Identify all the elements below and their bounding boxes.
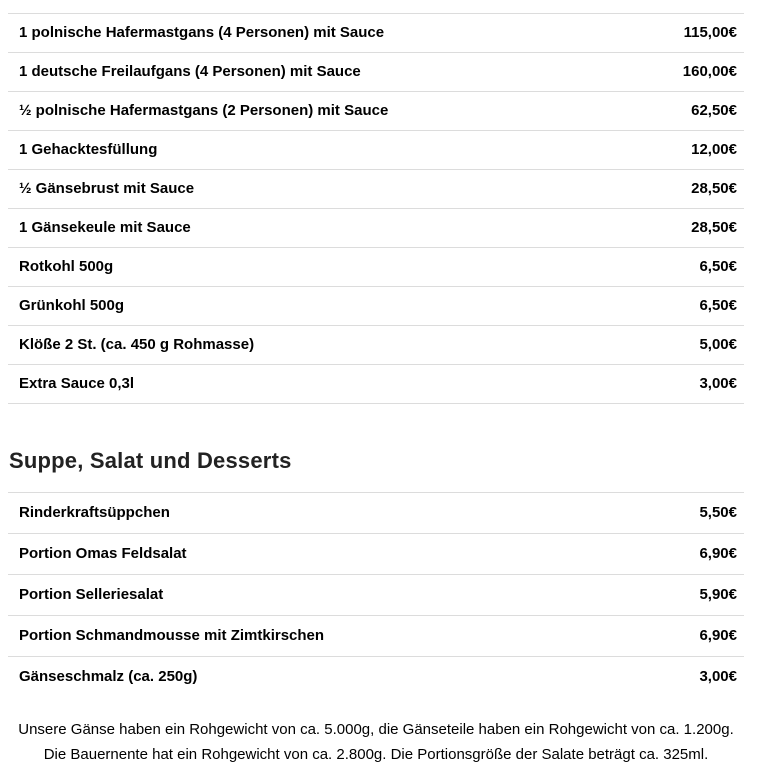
menu-item-row (8, 91, 744, 130)
soup-salad-price-table (8, 492, 744, 697)
menu-item-name: 1 polnische Hafermastgans (4 Personen) mit Sauce (19, 24, 385, 41)
goose-price-table (8, 13, 744, 404)
menu-item-price: 160,00€ (682, 63, 737, 80)
menu-item-row (8, 286, 744, 325)
menu-item-price: 62,50€ (691, 102, 737, 119)
menu-item-price: 28,50€ (691, 180, 737, 197)
menu-item-price: 12,00€ (691, 141, 737, 158)
menu-item-row (8, 208, 744, 247)
menu-item-name: 1 Gehacktesfüllung (19, 141, 158, 158)
menu-item-row (8, 533, 744, 574)
menu-item-row (8, 13, 744, 52)
menu-item-price: 5,00€ (699, 336, 737, 353)
menu-item-price: 3,00€ (699, 375, 737, 392)
menu-item-price: 6,50€ (699, 258, 737, 275)
menu-item-price: 6,50€ (699, 297, 737, 314)
menu-item-row (8, 574, 744, 615)
footer-note (8, 717, 744, 767)
menu-item-row (8, 52, 744, 91)
menu-item-price: 6,90€ (699, 627, 737, 644)
menu-item-price: 5,90€ (699, 586, 737, 603)
section-heading-soup-salad-desserts: Suppe, Salat und Desserts (9, 448, 292, 473)
menu-item-row (8, 130, 744, 169)
menu-item-price: 3,00€ (699, 668, 737, 685)
menu-item-row (8, 615, 744, 656)
menu-item-row (8, 169, 744, 208)
menu-item-name: Grünkohl 500g (19, 297, 125, 314)
menu-item-name: Extra Sauce 0,3l (19, 375, 135, 392)
menu-item-row (8, 492, 744, 533)
menu-item-row (8, 325, 744, 364)
menu-item-name: ½ polnische Hafermastgans (2 Personen) mit Sauce (19, 102, 389, 119)
menu-item-name: Portion Omas Feldsalat (19, 545, 187, 562)
menu-item-name: Klöße 2 St. (ca. 450 g Rohmasse) (19, 336, 255, 353)
menu-item-name: Gänseschmalz (ca. 250g) (19, 668, 198, 685)
menu-item-name: Rotkohl 500g (19, 258, 114, 275)
menu-item-price: 5,50€ (699, 504, 737, 521)
footer-note-line-1: Unsere Gänse haben ein Rohgewicht von ca. 5.000g, die Gänseteile haben ein Rohgewicht von ca. 1.200g. (18, 721, 734, 738)
menu-item-name: 1 deutsche Freilaufgans (4 Personen) mit Sauce (19, 63, 361, 80)
menu-item-price: 115,00€ (683, 24, 737, 41)
menu-item-name: Rinderkraftsüppchen (19, 504, 170, 521)
menu-item-row (8, 247, 744, 286)
menu-item-row (8, 656, 744, 697)
menu-item-price: 28,50€ (691, 219, 737, 236)
menu-item-name: Portion Schmandmousse mit Zimtkirschen (19, 627, 325, 644)
menu-item-name: Portion Selleriesalat (19, 586, 164, 603)
menu-item-price: 6,90€ (699, 545, 737, 562)
menu-item-row (8, 364, 744, 403)
menu-item-name: ½ Gänsebrust mit Sauce (19, 180, 195, 197)
menu-item-name: 1 Gänsekeule mit Sauce (19, 219, 191, 236)
footer-note-line-2: Die Bauernente hat ein Rohgewicht von ca. 2.800g. Die Portionsgröße der Salate beträgt ca. 325ml. (43, 746, 709, 763)
